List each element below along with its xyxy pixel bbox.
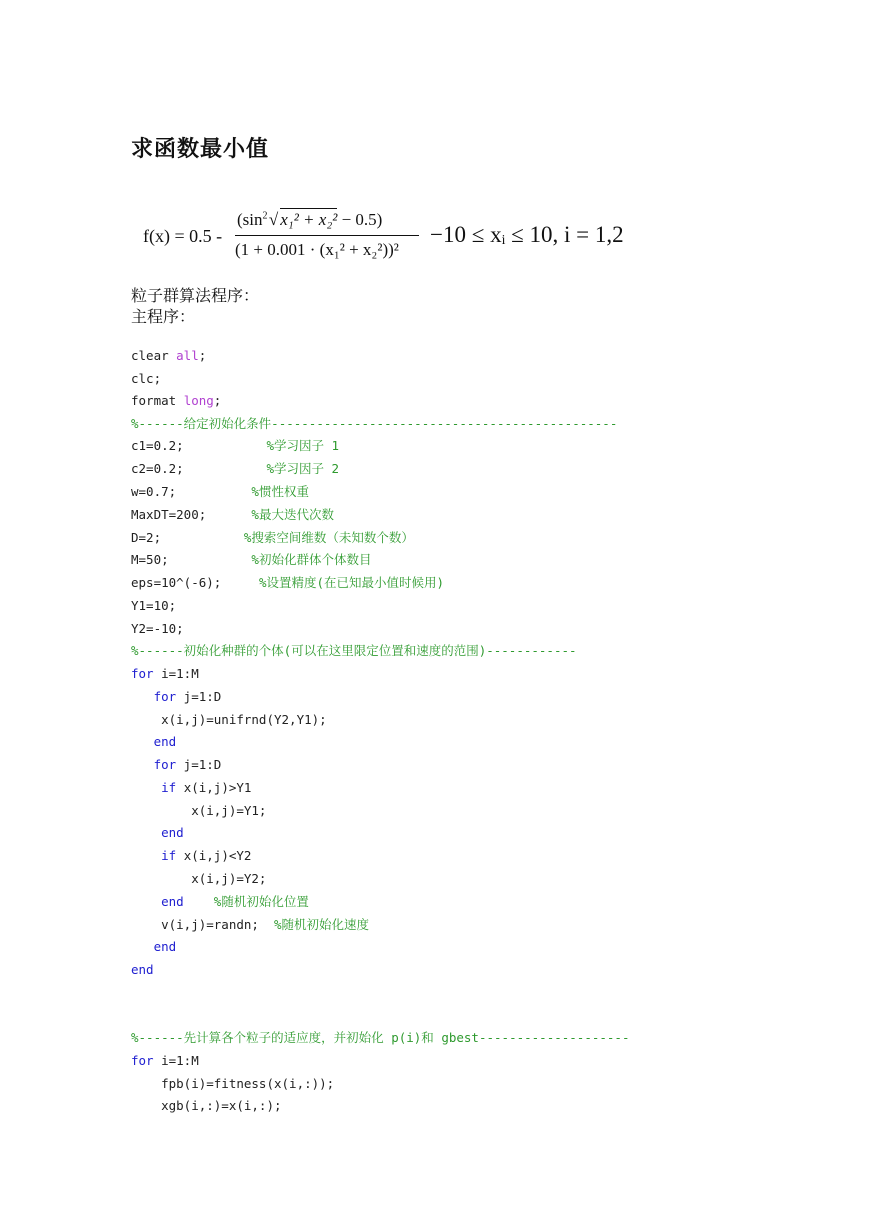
- code-line: [131, 436, 339, 456]
- code-line: [131, 414, 617, 434]
- code-line: [131, 846, 251, 866]
- code-text: fpb(i)=fitness(x(i,:));: [131, 1076, 335, 1091]
- code-line: [131, 550, 371, 570]
- code-keyword: end: [131, 962, 154, 977]
- formula-numerator: ($\sin^2$ √ x₁² + x₂² − 0.5): [237, 210, 383, 229]
- code-line: [131, 528, 414, 548]
- code-text: [131, 825, 161, 840]
- formula-constraint: −10 ≤ xᵢ ≤ 10, i = 1,2: [430, 222, 624, 247]
- code-keyword: for: [131, 1053, 154, 1068]
- code-line: [131, 459, 339, 479]
- code-text: j=1:D: [176, 757, 222, 772]
- code-line: [131, 778, 251, 798]
- code-text: [184, 894, 214, 909]
- code-line: [131, 1028, 629, 1048]
- code-line: [131, 869, 266, 889]
- code-keyword: for: [153, 689, 177, 704]
- code-comment: %初始化群体个体数目: [251, 552, 372, 567]
- code-keyword: if: [161, 848, 177, 863]
- code-text: [131, 734, 154, 749]
- code-text: eps=10^(-6);: [131, 575, 259, 590]
- code-text: x(i,j)=Y2;: [131, 871, 267, 886]
- code-comment: %随机初始化位置: [213, 894, 309, 909]
- fraction-bar: [235, 235, 419, 236]
- code-keyword: end: [153, 939, 177, 954]
- code-text: D=2;: [131, 530, 244, 545]
- code-comment: %------给定初始化条件----------------------------------------------: [131, 416, 618, 431]
- code-text: [131, 780, 161, 795]
- code-text: w=0.7;: [131, 484, 252, 499]
- code-text: c1=0.2;: [131, 438, 267, 453]
- code-line: [131, 391, 221, 411]
- code-text: ;: [198, 348, 207, 363]
- code-text: M=50;: [131, 552, 252, 567]
- formula-lhs: f(x) = 0.5 -: [143, 226, 223, 246]
- code-text: Y2=-10;: [131, 621, 184, 636]
- code-text: format: [131, 393, 184, 408]
- code-comment: %学习因子 2: [266, 461, 340, 476]
- code-line: [131, 755, 221, 775]
- code-line: [131, 732, 176, 752]
- code-text: clc;: [131, 371, 162, 386]
- code-string: all: [176, 348, 199, 363]
- section-label: 粒子群算法程序：: [131, 286, 260, 305]
- code-comment: %------先计算各个粒子的适应度，并初始化 p(i)和 gbest--------------------: [131, 1030, 630, 1045]
- code-comment: %惯性权重: [251, 484, 309, 499]
- code-text: x(i,j)<Y2: [176, 848, 252, 863]
- numerator-exponent: 2: [262, 210, 268, 222]
- formula-fraction: [235, 202, 425, 272]
- code-keyword: end: [161, 894, 184, 909]
- code-keyword: for: [153, 757, 177, 772]
- code-text: x(i,j)=Y1;: [131, 803, 267, 818]
- code-line: [131, 687, 221, 707]
- code-text: ;: [213, 393, 222, 408]
- code-text: j=1:D: [176, 689, 222, 704]
- code-text: x(i,j)>Y1: [176, 780, 252, 795]
- code-text: i=1:M: [153, 666, 199, 681]
- code-keyword: end: [153, 734, 177, 749]
- code-line: [131, 937, 176, 957]
- code-text: [131, 939, 154, 954]
- code-line: [131, 573, 444, 593]
- code-line: [131, 1074, 334, 1094]
- code-line: [131, 369, 161, 389]
- code-text: [131, 757, 154, 772]
- code-line: [131, 1051, 199, 1071]
- code-comment: %随机初始化速度: [274, 917, 370, 932]
- code-comment: %最大迭代次数: [251, 507, 334, 522]
- code-text: Y1=10;: [131, 598, 177, 613]
- code-line: [131, 482, 309, 502]
- code-line: [131, 1096, 282, 1116]
- numerator-left: (sin: [237, 210, 263, 229]
- code-line: [131, 505, 334, 525]
- code-comment: %学习因子 1: [266, 438, 340, 453]
- code-comment: %设置精度(在已知最小值时候用): [258, 575, 445, 590]
- code-keyword: if: [161, 780, 177, 795]
- formula-radicand: x₁² + x₂²: [280, 210, 338, 229]
- code-keyword: for: [131, 666, 154, 681]
- code-text: i=1:M: [153, 1053, 199, 1068]
- code-line: [131, 892, 309, 912]
- code-line: [131, 915, 369, 935]
- code-string: long: [183, 393, 214, 408]
- code-text: v(i,j)=randn;: [131, 917, 274, 932]
- code-text: [131, 894, 161, 909]
- page-title: 求函数最小值: [131, 137, 270, 162]
- code-keyword: end: [161, 825, 184, 840]
- code-line: [131, 346, 206, 366]
- main-program-label: 主程序：: [131, 307, 196, 326]
- code-line: [131, 596, 176, 616]
- code-line: [131, 823, 184, 843]
- code-comment: %------初始化种群的个体(可以在这里限定位置和速度的范围)------------: [131, 643, 577, 658]
- formula-denominator: (1 + 0.001 · (x₁² + x₂²))²: [235, 240, 399, 259]
- code-text: clear: [131, 348, 177, 363]
- code-line: [131, 664, 199, 684]
- code-text: xgb(i,:)=x(i,:);: [131, 1098, 282, 1113]
- objective-formula: [143, 202, 663, 272]
- code-line: [131, 710, 327, 730]
- code-line: [131, 801, 266, 821]
- code-line: [131, 960, 154, 980]
- code-text: x(i,j)=unifrnd(Y2,Y1);: [131, 712, 327, 727]
- code-text: c2=0.2;: [131, 461, 267, 476]
- numerator-right: − 0.5): [341, 210, 383, 229]
- code-text: [131, 689, 154, 704]
- code-text: MaxDT=200;: [131, 507, 252, 522]
- code-text: [131, 848, 161, 863]
- code-line: [131, 619, 184, 639]
- code-comment: %搜索空间维数（未知数个数）: [243, 530, 414, 545]
- code-line: [131, 641, 577, 661]
